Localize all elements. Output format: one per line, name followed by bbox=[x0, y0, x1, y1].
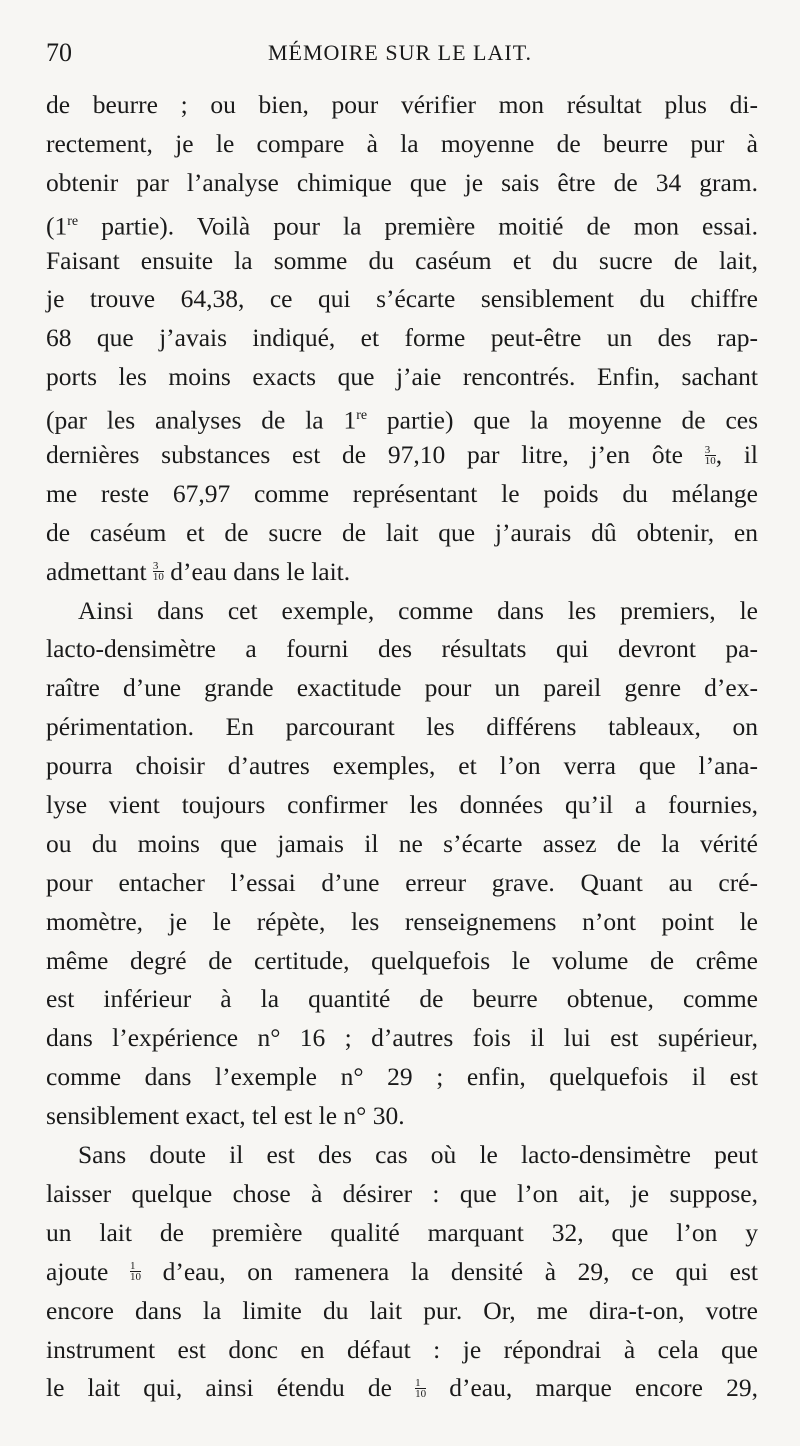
text-run: comme dans l’exemple n° 29 ; enfin, quelquefois il est bbox=[46, 1062, 758, 1092]
text-run: partie) que la moyenne de ces bbox=[367, 405, 758, 435]
text-run: d’eau, on ramenera la densité à 29, ce qui est bbox=[140, 1256, 759, 1286]
text-run: rectement, je le compare à la moyenne de beurre pur à bbox=[46, 128, 758, 158]
text-line bbox=[46, 475, 758, 514]
text-run: obtenir par l’analyse chimique que je sais être de 34 gram. bbox=[46, 167, 758, 197]
text-run: de caséum et de sucre de lait que j’aurais dû obtenir, en bbox=[46, 517, 758, 547]
fraction bbox=[415, 1378, 426, 1399]
text-line bbox=[46, 1292, 758, 1331]
text-line bbox=[46, 358, 758, 397]
text-line bbox=[46, 1136, 758, 1175]
text-line bbox=[46, 1058, 758, 1097]
fraction-denominator: 10 bbox=[152, 571, 164, 584]
text-run: admettant bbox=[46, 556, 153, 586]
text-run: raître d’une grande exactitude pour un pareil genre d’ex- bbox=[46, 673, 758, 703]
text-run: Sans doute il est des cas où le lacto-densimètre peut bbox=[78, 1140, 758, 1170]
text-line bbox=[46, 786, 758, 825]
text-line bbox=[46, 630, 758, 669]
text-line bbox=[46, 1214, 758, 1253]
text-line bbox=[46, 86, 758, 125]
superscript: re bbox=[356, 408, 368, 424]
text-run: d’eau, marque encore 29, bbox=[426, 1373, 758, 1403]
text-line bbox=[46, 1369, 758, 1408]
text-run: Faisant ensuite la somme du caséum et du sucre de lait, bbox=[46, 245, 758, 275]
text-run: est inférieur à la quantité de beurre obtenue, comme bbox=[46, 984, 758, 1014]
text-run: de beurre ; ou bien, pour vérifier mon résultat plus di- bbox=[46, 90, 758, 119]
text-run: lacto-densimètre a fourni des résultats qui devront pa- bbox=[46, 634, 758, 664]
text-run: lyse vient toujours confirmer les données qu’il a fournies, bbox=[46, 790, 758, 820]
fraction-numerator: 1 bbox=[415, 1378, 426, 1389]
running-title: MÉMOIRE SUR LE LAIT. bbox=[267, 40, 533, 65]
text-line bbox=[46, 164, 758, 203]
text-run: pourra choisir d’autres exemples, et l’on verra que l’ana- bbox=[46, 751, 758, 781]
fraction-numerator: 3 bbox=[153, 561, 164, 572]
text-run: un lait de première qualité marquant 32, que l’on y bbox=[46, 1217, 758, 1247]
text-line bbox=[46, 942, 758, 981]
text-run: périmentation. En parcourant les différens tableaux, on bbox=[46, 712, 758, 742]
page-header bbox=[40, 38, 760, 78]
text-line bbox=[46, 1019, 758, 1058]
text-run: partie). Voilà pour la première moitié de mon essai. bbox=[78, 211, 758, 241]
text-run: dernières substances est de 97,10 par litre, j’en ôte bbox=[46, 440, 705, 470]
text-line bbox=[46, 242, 758, 281]
text-run: ajoute bbox=[46, 1256, 130, 1286]
text-run: 68 que j’avais indiqué, et forme peut-être un des rap- bbox=[46, 323, 758, 353]
text-run: le lait qui, ainsi étendu de bbox=[46, 1373, 416, 1403]
text-run: laisser quelque chose à désirer : que l’on ait, je suppose, bbox=[46, 1178, 758, 1208]
text-run: (1 bbox=[46, 211, 68, 241]
text-line bbox=[46, 203, 758, 242]
text-line bbox=[46, 747, 758, 786]
fraction-denominator: 10 bbox=[704, 454, 716, 467]
fraction bbox=[153, 561, 164, 582]
text-run: ou du moins que jamais il ne s’écarte assez de la vérité bbox=[46, 828, 758, 858]
text-line bbox=[46, 1097, 758, 1136]
text-line bbox=[46, 397, 758, 436]
text-line bbox=[46, 436, 758, 475]
page-number: 70 bbox=[46, 38, 72, 67]
text-run: je trouve 64,38, ce qui s’écarte sensiblement du chiffre bbox=[46, 284, 758, 314]
text-run: d’eau dans le lait. bbox=[163, 556, 351, 586]
text-run: , il bbox=[715, 440, 759, 470]
text-line bbox=[46, 864, 758, 903]
text-line bbox=[46, 592, 758, 631]
text-line bbox=[46, 125, 758, 164]
text-line bbox=[46, 980, 758, 1019]
superscript: re bbox=[67, 213, 79, 229]
text-line bbox=[46, 708, 758, 747]
text-run: instrument est donc en défaut : je répondrai à cela que bbox=[46, 1334, 758, 1364]
text-line bbox=[46, 669, 758, 708]
text-line bbox=[46, 1175, 758, 1214]
text-run: (par les analyses de la 1 bbox=[46, 405, 357, 435]
text-run: Ainsi dans cet exemple, comme dans les premiers, le bbox=[78, 595, 758, 625]
fraction-denominator: 10 bbox=[415, 1387, 427, 1400]
fraction bbox=[130, 1261, 141, 1282]
text-run: sensiblement exact, tel est le n° 30. bbox=[46, 1101, 405, 1131]
text-line bbox=[46, 1331, 758, 1370]
fraction bbox=[705, 445, 716, 466]
text-line bbox=[46, 1253, 758, 1292]
fraction-denominator: 10 bbox=[129, 1271, 141, 1284]
text-run: momètre, je le répète, les renseignemens n’ont point le bbox=[46, 906, 758, 936]
text-line bbox=[46, 514, 758, 553]
text-run: encore dans la limite du lait pur. Or, me dira-t-on, votre bbox=[46, 1295, 758, 1325]
text-line bbox=[46, 319, 758, 358]
text-run: ports les moins exacts que j’aie rencontrés. Enfin, sachant bbox=[46, 362, 758, 392]
text-run: pour entacher l’essai d’une erreur grave. Quant au cré- bbox=[46, 867, 758, 897]
fraction-numerator: 3 bbox=[705, 445, 716, 456]
text-line bbox=[46, 825, 758, 864]
body-text bbox=[46, 86, 758, 1408]
text-run: même degré de certitude, quelquefois le volume de crême bbox=[46, 945, 758, 975]
text-line bbox=[46, 903, 758, 942]
text-run: me reste 67,97 comme représentant le poids du mélange bbox=[46, 478, 758, 508]
fraction-numerator: 1 bbox=[130, 1261, 141, 1272]
text-line bbox=[46, 280, 758, 319]
text-run: dans l’expérience n° 16 ; d’autres fois il lui est supérieur, bbox=[46, 1023, 758, 1053]
text-line bbox=[46, 553, 758, 592]
